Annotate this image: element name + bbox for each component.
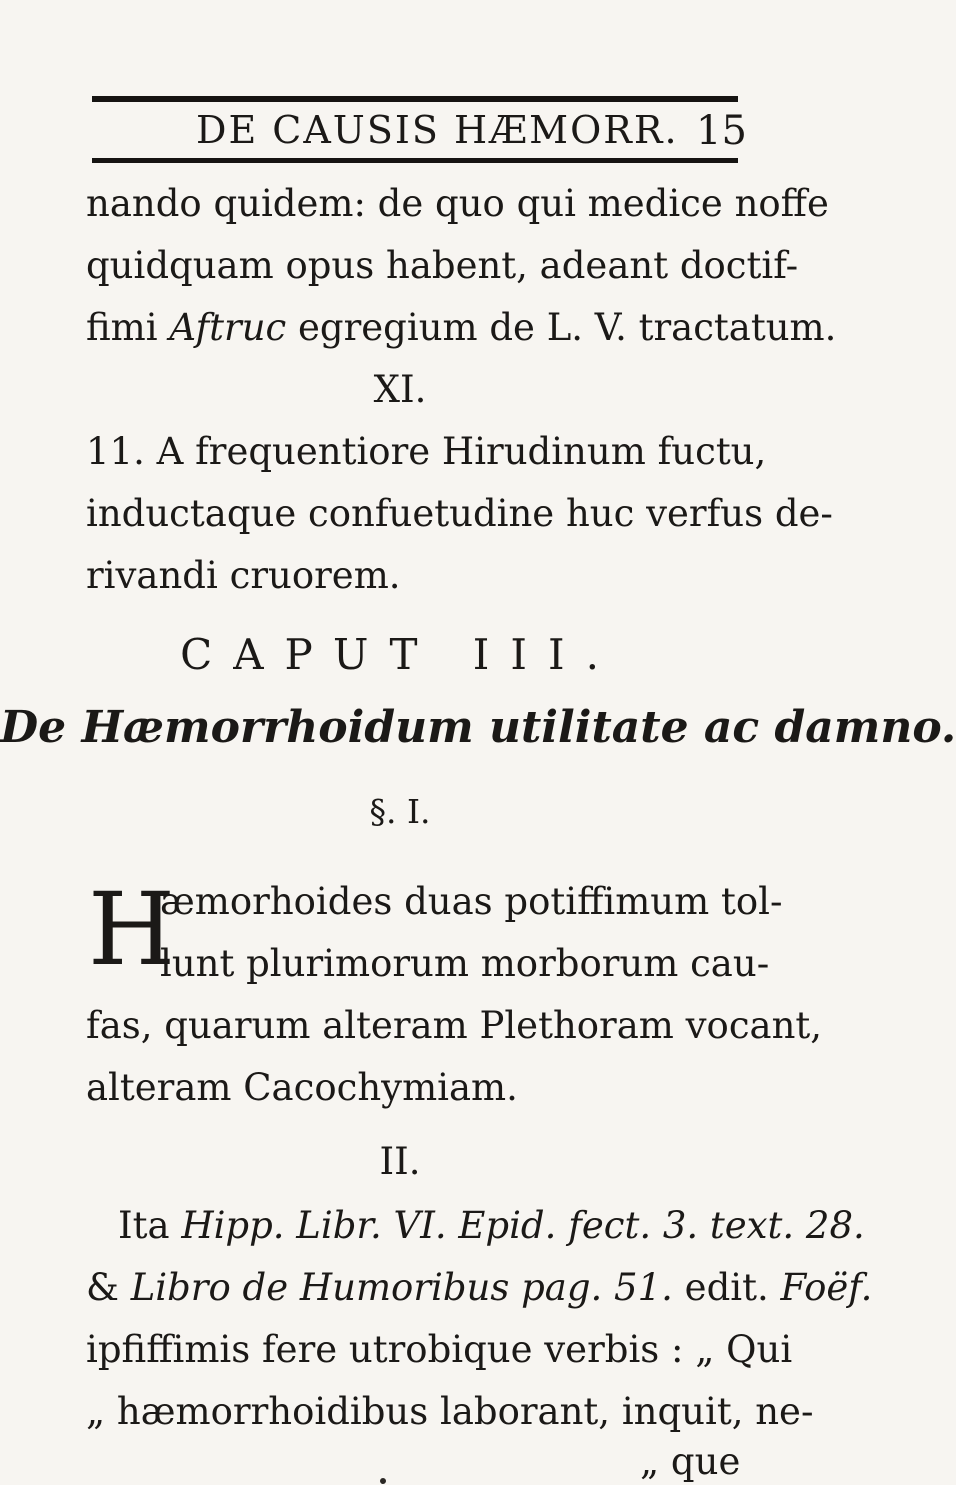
text-line: fas, quarum alteram Plethoram vocant,: [86, 1004, 823, 1047]
text-line: [86, 1266, 873, 1309]
text-line: æmorhoides duas potiffimum tol-: [160, 880, 783, 923]
text-line: lunt plurimorum morborum cau-: [160, 942, 770, 985]
text-line: nando quidem: de quo qui medice noffe: [86, 182, 829, 225]
catchword: „ que: [640, 1440, 741, 1483]
text-line: [86, 306, 837, 349]
drop-cap: H: [88, 871, 176, 988]
header-rule-top: [92, 96, 738, 102]
editor-name: Foëf.: [780, 1266, 873, 1309]
text-line: ipfiffimis fere utrobique verbis : „ Qui: [86, 1328, 793, 1371]
text-line: 11. A frequentiore Hirudinum fuctu,: [86, 430, 767, 473]
text-line: quidquam opus habent, adeant doctif-: [86, 244, 799, 287]
chapter-subtitle: De Hæmorrhoidum utilitate ac damno.: [0, 702, 956, 753]
running-head: DE CAUSIS HÆMORR.: [196, 108, 679, 152]
text-line: alteram Cacochymiam.: [86, 1066, 518, 1109]
author-name: Aftruc: [169, 306, 287, 349]
citation: Libro de Humoribus pag. 51.: [130, 1266, 673, 1309]
text-line: „ hæmorrhoidibus laborant, inquit, ne-: [86, 1390, 814, 1433]
text-fragment: &: [86, 1266, 119, 1309]
section-mark: §. I.: [369, 792, 431, 831]
text-fragment: egregium de L. V. tractatum.: [298, 306, 837, 349]
text-fragment: fimi: [86, 306, 158, 349]
citation: Hipp. Libr. VI. Epid. fect. 3. text. 28.: [181, 1204, 865, 1247]
chapter-heading: CAPUT III.: [180, 630, 620, 679]
section-number: XI.: [373, 368, 427, 411]
text-line: inductaque confuetudine huc verfus de-: [86, 492, 833, 535]
text-line: [118, 1204, 865, 1247]
header-rule-bottom: [92, 158, 738, 163]
section-number: II.: [379, 1140, 421, 1183]
page-number: 15: [696, 108, 747, 154]
paper-speck: [380, 1478, 386, 1484]
text-line: rivandi cruorem.: [86, 554, 401, 597]
text-fragment: edit.: [684, 1266, 769, 1309]
text-fragment: Ita: [118, 1204, 170, 1247]
